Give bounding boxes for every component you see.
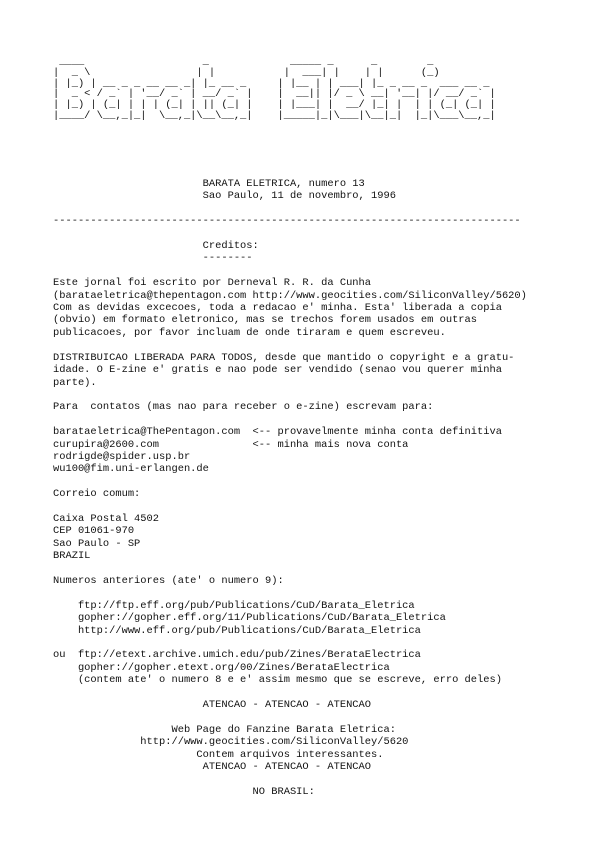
document-text: BARATA ELETRICA, numero 13 Sao Paulo, 11 de novembro, 1996 --------------------------------------------------------------------------- Creditos: -------- Este jornal foi escrito por Derneval R. R. da Cunha (barataeletrica@thepentagon.com http://www.geocities.com/SiliconValley/5620) Com as devidas excecoes, toda a redacao e' minha. Esta' liberada a copia (obvio) em formato eletronico, mas se trechos forem usados em outras publicacoes, por favor incluam de onde tiraram e quem escreveu. DISTRIBUICAO LIBERADA PARA TODOS, desde que mantido o copyright e a gratu- idade. O E-zine e' gratis e nao pode ser vendido (senao vou querer minha parte). Para contatos (mas nao para receber o e-zine) escrevam para: barataeletrica@ThePentagon.com <-- provavelmente minha conta definitiva curupira@2600.com <-- minha mais nova conta rodrigde@spider.usp.br wu100@fim.uni-erlangen.de Correio comum: Caixa Postal 4502 CEP 01061-970 Sao Paulo - SP BRAZIL Numeros anteriores (ate' o numero 9): ftp://ftp.eff.org/pub/Publications/CuD/Barata_Eletrica gopher://gopher.eff.org/11/Publications/CuD/Barata_Eletrica http://www.eff.org/pub/Publications/CuD/Barata_Eletrica ou ftp://etext.archive.umich.edu/pub/Zines/BerataElectrica gopher://gopher.etext.org/00/Zines/BerataElectrica (contem ate' o numero 8 e e' assim mesmo que se escreve, erro deles) ATENCAO - ATENCAO - ATENCAO Web Page do Fanzine Barata Eletrica: http://www.geocities.com/SiliconValley/5620 Contem arquivos interessantes. ATENCAO - ATENCAO - ATENCAO NO BRASIL:	[53, 178, 527, 798]
ascii-title-banner	[53, 57, 502, 122]
document-body	[53, 178, 527, 798]
ascii-banner-text: ____ _ _____ _ _ _ | _ \ | | | ___| | | | (_) | |_) | __ _ _ __ __ _| |_ __ _ | |__ | | ___| |_ _ __ _ ___ __ _ | _ < / _` | '__/ _` | __/ _` | | __|| |/ _ \ __| '__| |/ __/ _` | | |_) | (_| | | | (_| | || (_| | | |___| | __/ |_| | | | (_| (_| | |____/ \__,_|_| \__,_|\__\__,_| |_____|_|\___|\__|_| |_|\___\__,_|	[53, 56, 496, 122]
